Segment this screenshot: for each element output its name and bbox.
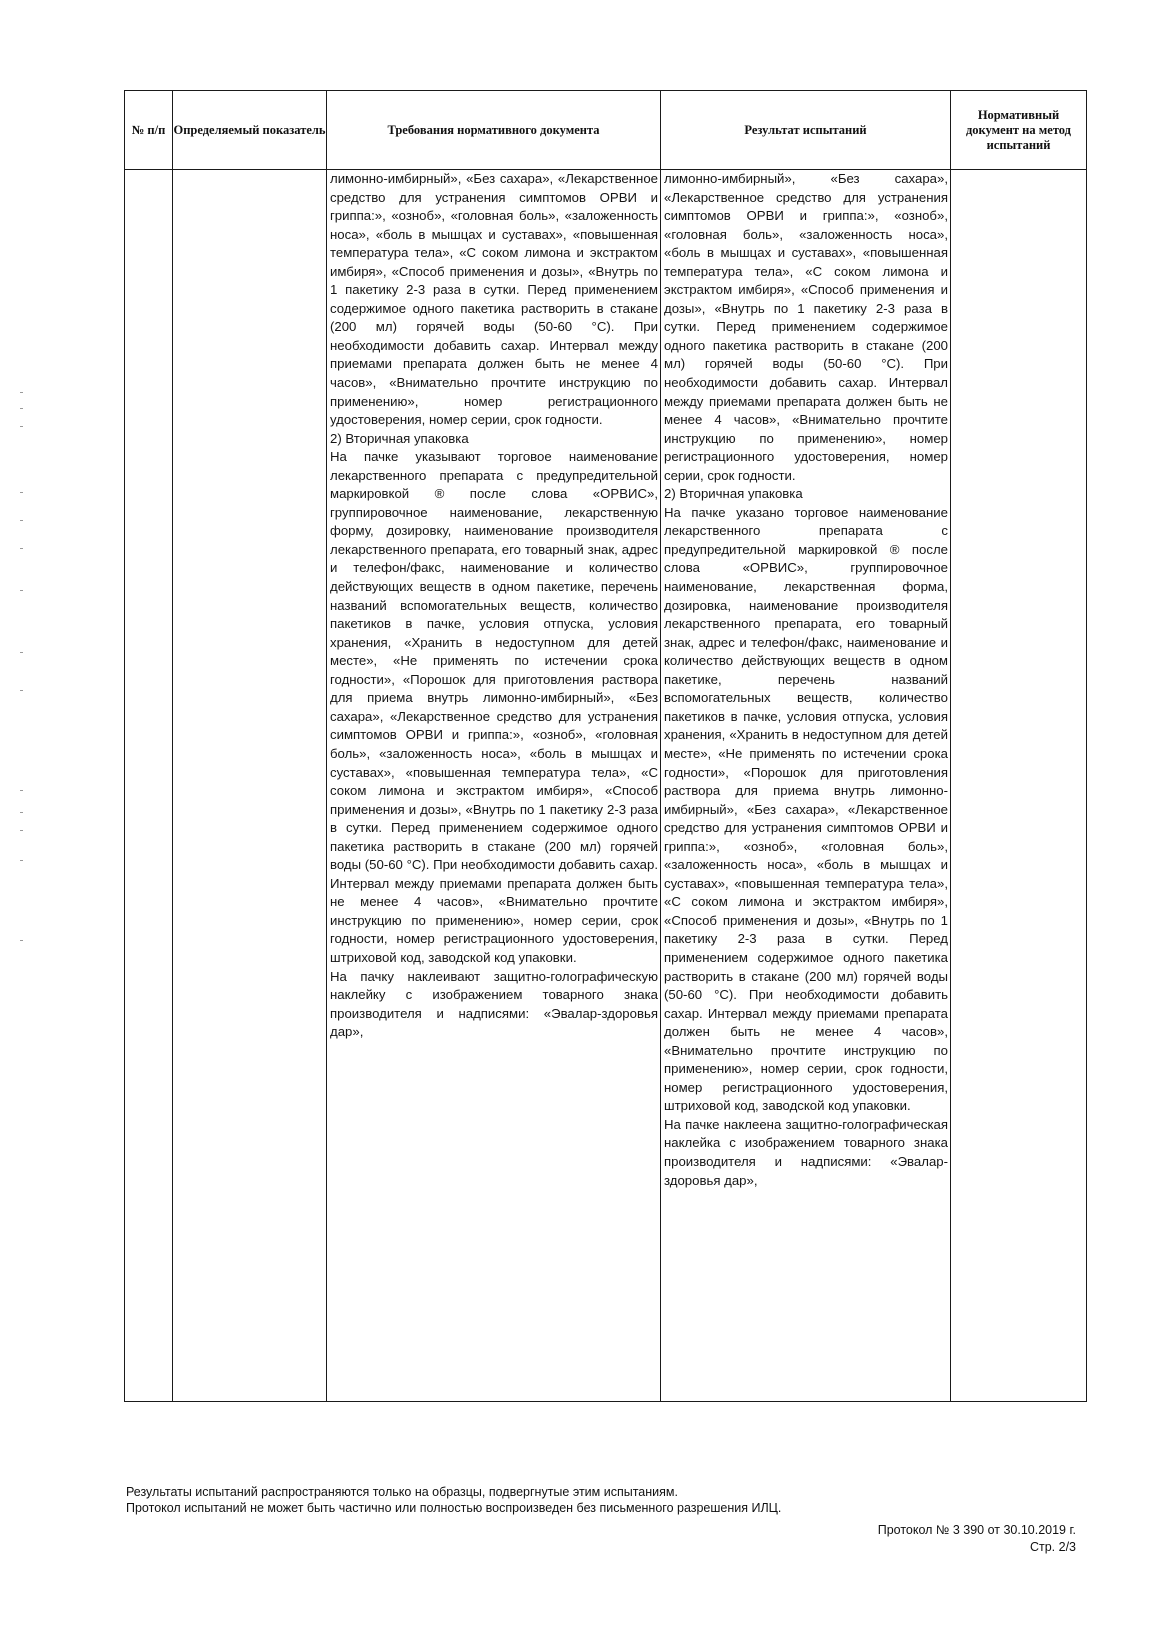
requirements-paragraph: лимонно-имбирный», «Без сахара», «Лекарственное средство для устранения симптомов ОРВИ и гриппа:», «озноб», «головная боль», «заложенность носа», «боль в мышцах и суставах», «повышенная температура тела», «С соком лимона и экстрактом имбиря», «Способ применения и дозы», «Внутрь по 1 пакетику 2-3 раза в сутки. Перед применением содержимое одного пакетика растворить в стакане (200 мл) горячей воды (50-60 °С). При необходимости добавить сахар. Интервал между приемами препарата должен быть не менее 4 часов», «Внимательно прочтите инструкцию по применению», номер регистрационного удостоверения, номер серии, срок годности. <box>330 171 658 428</box>
footer-line-1: Результаты испытаний распространяются только на образцы, подвергнутые этим испытаниям. <box>126 1485 678 1499</box>
page-number: Стр. 2/3 <box>1029 1540 1076 1554</box>
cell-number <box>125 170 173 1402</box>
header-result: Результат испытаний <box>661 91 951 170</box>
scan-mark <box>20 830 23 831</box>
result-paragraph: На пачке указано торговое наименование лекарственного препарата с предупредительной маркировкой ® после слова «ОРВИС», группировочное наименование, лекарственная форма, дозировка, наименование производителя лекарственного препарата, его товарный знак, адрес и телефон/факс, наименование и количество действующих веществ в одном пакетике, перечень названий вспомогательных веществ, количество пакетиков в пачке, условия отпуска, условия хранения, «Хранить в недоступном для детей месте», «Не применять по истечении срока годности», «Порошок для приготовления раствора для приема внутрь лимонно-имбирный», «Без сахара», «Лекарственное средство для устранения симптомов ОРВИ и гриппа:», «озноб», «головная боль», «заложенность носа», «боль в мышцах и суставах», «повышенная температура тела», «С соком лимона и экстрактом имбиря», «Способ применения и дозы», «Внутрь по 1 пакетику 2-3 раза в сутки. Перед применением содержимое одного пакетика растворить в стакане (200 мл) горячей воды (50-60 °С). При необходимости добавить сахар. Интервал между приемами препарата должен быть не менее 4 часов», «Внимательно прочтите инструкцию по применению», номер серии, срок годности, номер регистрационного удостоверения, штриховой код, заводской код упаковки. <box>664 504 948 1114</box>
cell-result <box>661 170 951 1402</box>
requirements-paragraph: 2) Вторичная упаковка <box>330 430 469 446</box>
scan-mark <box>20 548 23 549</box>
scan-mark <box>20 426 23 427</box>
scan-mark <box>20 520 23 521</box>
scan-mark <box>20 590 23 591</box>
scan-mark <box>20 940 23 941</box>
footer-notes <box>126 1484 1086 1516</box>
scan-mark <box>20 652 23 653</box>
requirements-paragraph: На пачку наклеивают защитно-голографическую наклейку с изображением товарного знака производителя и надписями: «Эвалар-здоровья дар», <box>330 968 658 1040</box>
scan-mark <box>20 860 23 861</box>
header-norm-document: Нормативный документ на метод испытаний <box>951 91 1087 170</box>
footer-line-2: Протокол испытаний не может быть частично или полностью воспроизведен без письменного разрешения ИЛЦ. <box>126 1501 782 1515</box>
cell-indicator <box>173 170 327 1402</box>
result-paragraph: лимонно-имбирный», «Без сахара», «Лекарственное средство для устранения симптомов ОРВИ и гриппа:», «озноб», «головная боль», «заложенность носа», «боль в мышцах и суставах», «повышенная температура тела», «С соком лимона и экстрактом имбиря», «Способ применения и дозы», «Внутрь по 1 пакетику 2-3 раза в сутки. Перед применением содержимое одного пакетика растворить в стакане (200 мл) горячей воды (50-60 °С). При необходимости добавить сахар. Интервал между приемами препарата должен быть не менее 4 часов», «Внимательно прочтите инструкцию по применению», номер регистрационного удостоверения, номер серии, срок годности. <box>664 171 948 483</box>
scan-mark <box>20 790 23 791</box>
result-paragraph: 2) Вторичная упаковка <box>664 486 803 502</box>
test-results-table <box>124 90 1087 1402</box>
result-paragraph: На пачке наклеена защитно-голографическая наклейка с изображением товарного знака производителя и надписями: «Эвалар-здоровья дар», <box>664 1116 948 1188</box>
scan-mark <box>20 392 23 393</box>
table-row <box>125 170 1087 1402</box>
scan-mark <box>20 812 23 813</box>
scan-mark <box>20 492 23 493</box>
header-requirements: Требования нормативного документа <box>327 91 661 170</box>
header-number: № п/п <box>125 91 173 170</box>
cell-requirements <box>327 170 661 1402</box>
cell-norm-document <box>951 170 1087 1402</box>
scan-mark <box>20 408 23 409</box>
scan-mark <box>20 690 23 691</box>
requirements-paragraph: На пачке указывают торговое наименование лекарственного препарата с предупредительной маркировкой ® после слова «ОРВИС», группировочное наименование, лекарственную форму, дозировку, наименование производителя лекарственного препарата, его товарный знак, адрес и телефон/факс, наименование и количество действующих веществ в одном пакетике, перечень названий вспомогательных веществ, количество пакетиков в пачке, условия отпуска, условия хранения, «Хранить в недоступном для детей месте», «Не применять по истечении срока годности», «Порошок для приготовления раствора для приема внутрь лимонно-имбирный», «Без сахара», «Лекарственное средство для устранения симптомов ОРВИ и гриппа:», «озноб», «головная боль», «заложенность носа», «боль в мышцах и суставах», «повышенная температура тела», «С соком лимона и экстрактом имбиря», «Способ применения и дозы», «Внутрь по 1 пакетику 2-3 раза в сутки. Перед применением содержимое одного пакетика растворить в стакане (200 мл) горячей воды (50-60 °С). При необходимости добавить сахар. Интервал между приемами препарата должен быть не менее 4 часов», «Внимательно прочтите инструкцию по применению», номер серии, срок годности, номер регистрационного удостоверения, штриховой код, заводской код упаковки. <box>330 449 658 965</box>
header-indicator: Определяемый показатель <box>173 91 327 170</box>
protocol-number: Протокол № 3 390 от 30.10.2019 г. <box>877 1523 1076 1537</box>
table-header-row <box>125 91 1087 170</box>
protocol-info <box>878 1522 1076 1556</box>
